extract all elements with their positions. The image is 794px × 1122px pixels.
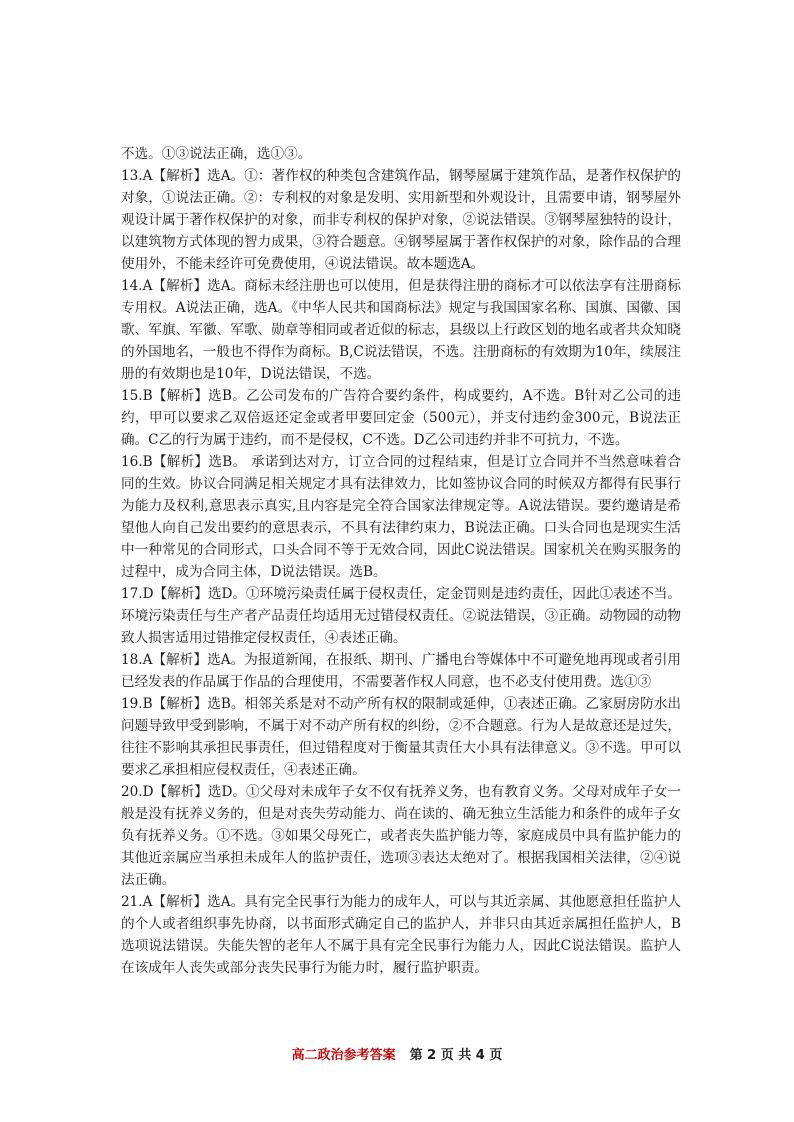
page-footer [0, 1044, 794, 1063]
answer-paragraph-14: 14.A【解析】选A。商标未经注册也可以使用，但是获得注册的商标才可以依法享有注册商标专用权。A说法正确，选A。《中华人民共和国商标法》规定与我国国家名称、国旗、国徽、国歌、军旗、军徽、军歌、勋章等相同或者近似的标志，县级以上行政区划的地名或者共众知晓的外国地名，一般也不得作为商标。B,C说法错误，不选。注册商标的有效期为10年，续展注册的有效期也是10年，D说法错误，不选。 [121, 278, 681, 382]
answer-paragraph-16: 16.B【解析】选B。 承诺到达对方，订立合同的过程结束，但是订立合同并不当然意味着合同的生效。协议合同满足相关规定才具有法律效力，比如签协议合同的时候双方都得有民事行为能力及权利,意思表示真实,且内容是完全符合国家法律规定等。A说法错误。要约邀请是希望他人向自己发出要约的意思表示，不具有法律约束力，B说法正确。口头合同也是现实生活中一种常见的合同形式，口头合同不等于无效合同，因此C说法错误。国家机关在购买服务的过程中，成为合同主体，D说法错误。选B。 [121, 454, 681, 580]
answer-text-body [121, 143, 681, 979]
answer-paragraph-13: 13.A【解析】选A。①：著作权的种类包含建筑作品，钢琴屋属于建筑作品，是著作权保护的对象，①说法正确。②：专利权的对象是发明、实用新型和外观设计，且需要申请，钢琴屋外观设计属于著作权保护的对象，而非专利权的保护对象，②说法错误。③钢琴屋独特的设计，以建筑物方式体现的智力成果，③符合题意。④钢琴屋属于著作权保护的对象，除作品的合理使用外，不能未经许可免费使用，④说法错误。故本题选A。 [121, 168, 681, 272]
footer-page-number: 第 2 页 共 4 页 [409, 1048, 503, 1063]
footer-title: 高二政治参考答案 [291, 1048, 396, 1063]
answer-paragraph-continuation: 不选。①③说法正确，选①③。 [121, 146, 312, 162]
answer-paragraph-19: 19.B【解析】选B。相邻关系是对不动产所有权的限制或延伸，①表述正确。乙家厨房防水出问题导致甲受到影响，不属于对不动产所有权的纠纷，②不合题意。行为人是故意还是过失，往往不影响其承担民事责任，但过错程度对于衡量其责任大小具有法律意义。③不选。甲可以要求乙承担相应侵权责任，④表述正确。 [121, 696, 681, 778]
answer-paragraph-15: 15.B【解析】选B。乙公司发布的广告符合要约条件，构成要约，A不选。B针对乙公司的违约，甲可以要求乙双倍返还定金或者甲要回定金（500元），并支付违约金300元，B说法正确。C乙的行为属于违约，而不是侵权，C不选。D乙公司违约并非不可抗力，不选。 [121, 388, 681, 448]
answer-paragraph-17: 17.D【解析】选D。①环境污染责任属于侵权责任，定金罚则是违约责任，因此①表述不当。环境污染责任与生产者产品责任均适用无过错侵权责任。②说法错误，③正确。动物园的动物致人损害适用过错推定侵权责任，④表述正确。 [121, 586, 681, 646]
answer-paragraph-20: 20.D【解析】选D。①父母对未成年子女不仅有抚养义务，也有教育义务。父母对成年子女一般是没有抚养义务的，但是对丧失劳动能力、尚在读的、确无独立生活能力和条件的成年子女负有抚养义务。①不选。③如果父母死亡，或者丧失监护能力等，家庭成员中具有监护能力的其他近亲属应当承担未成年人的监护责任，选项③表达太绝对了。根据我国相关法律，②④说法正确。 [121, 784, 681, 888]
answer-paragraph-18: 18.A【解析】选A。为报道新闻，在报纸、期刊、广播电台等媒体中不可避免地再现或者引用已经发表的作品属于作品的合理使用，不需要著作权人同意，也不必支付使用费。选①③ [121, 652, 681, 690]
answer-paragraph-21: 21.A【解析】选A。具有完全民事行为能力的成年人，可以与其近亲属、其他愿意担任监护人的个人或者组织事先协商，以书面形式确定自己的监护人，并非只由其近亲属担任监护人，B选项说法错误。失能失智的老年人不属于具有完全民事行为能力人，因此C说法错误。监护人在该成年人丧失或部分丧失民事行为能力时，履行监护职责。 [121, 894, 681, 976]
